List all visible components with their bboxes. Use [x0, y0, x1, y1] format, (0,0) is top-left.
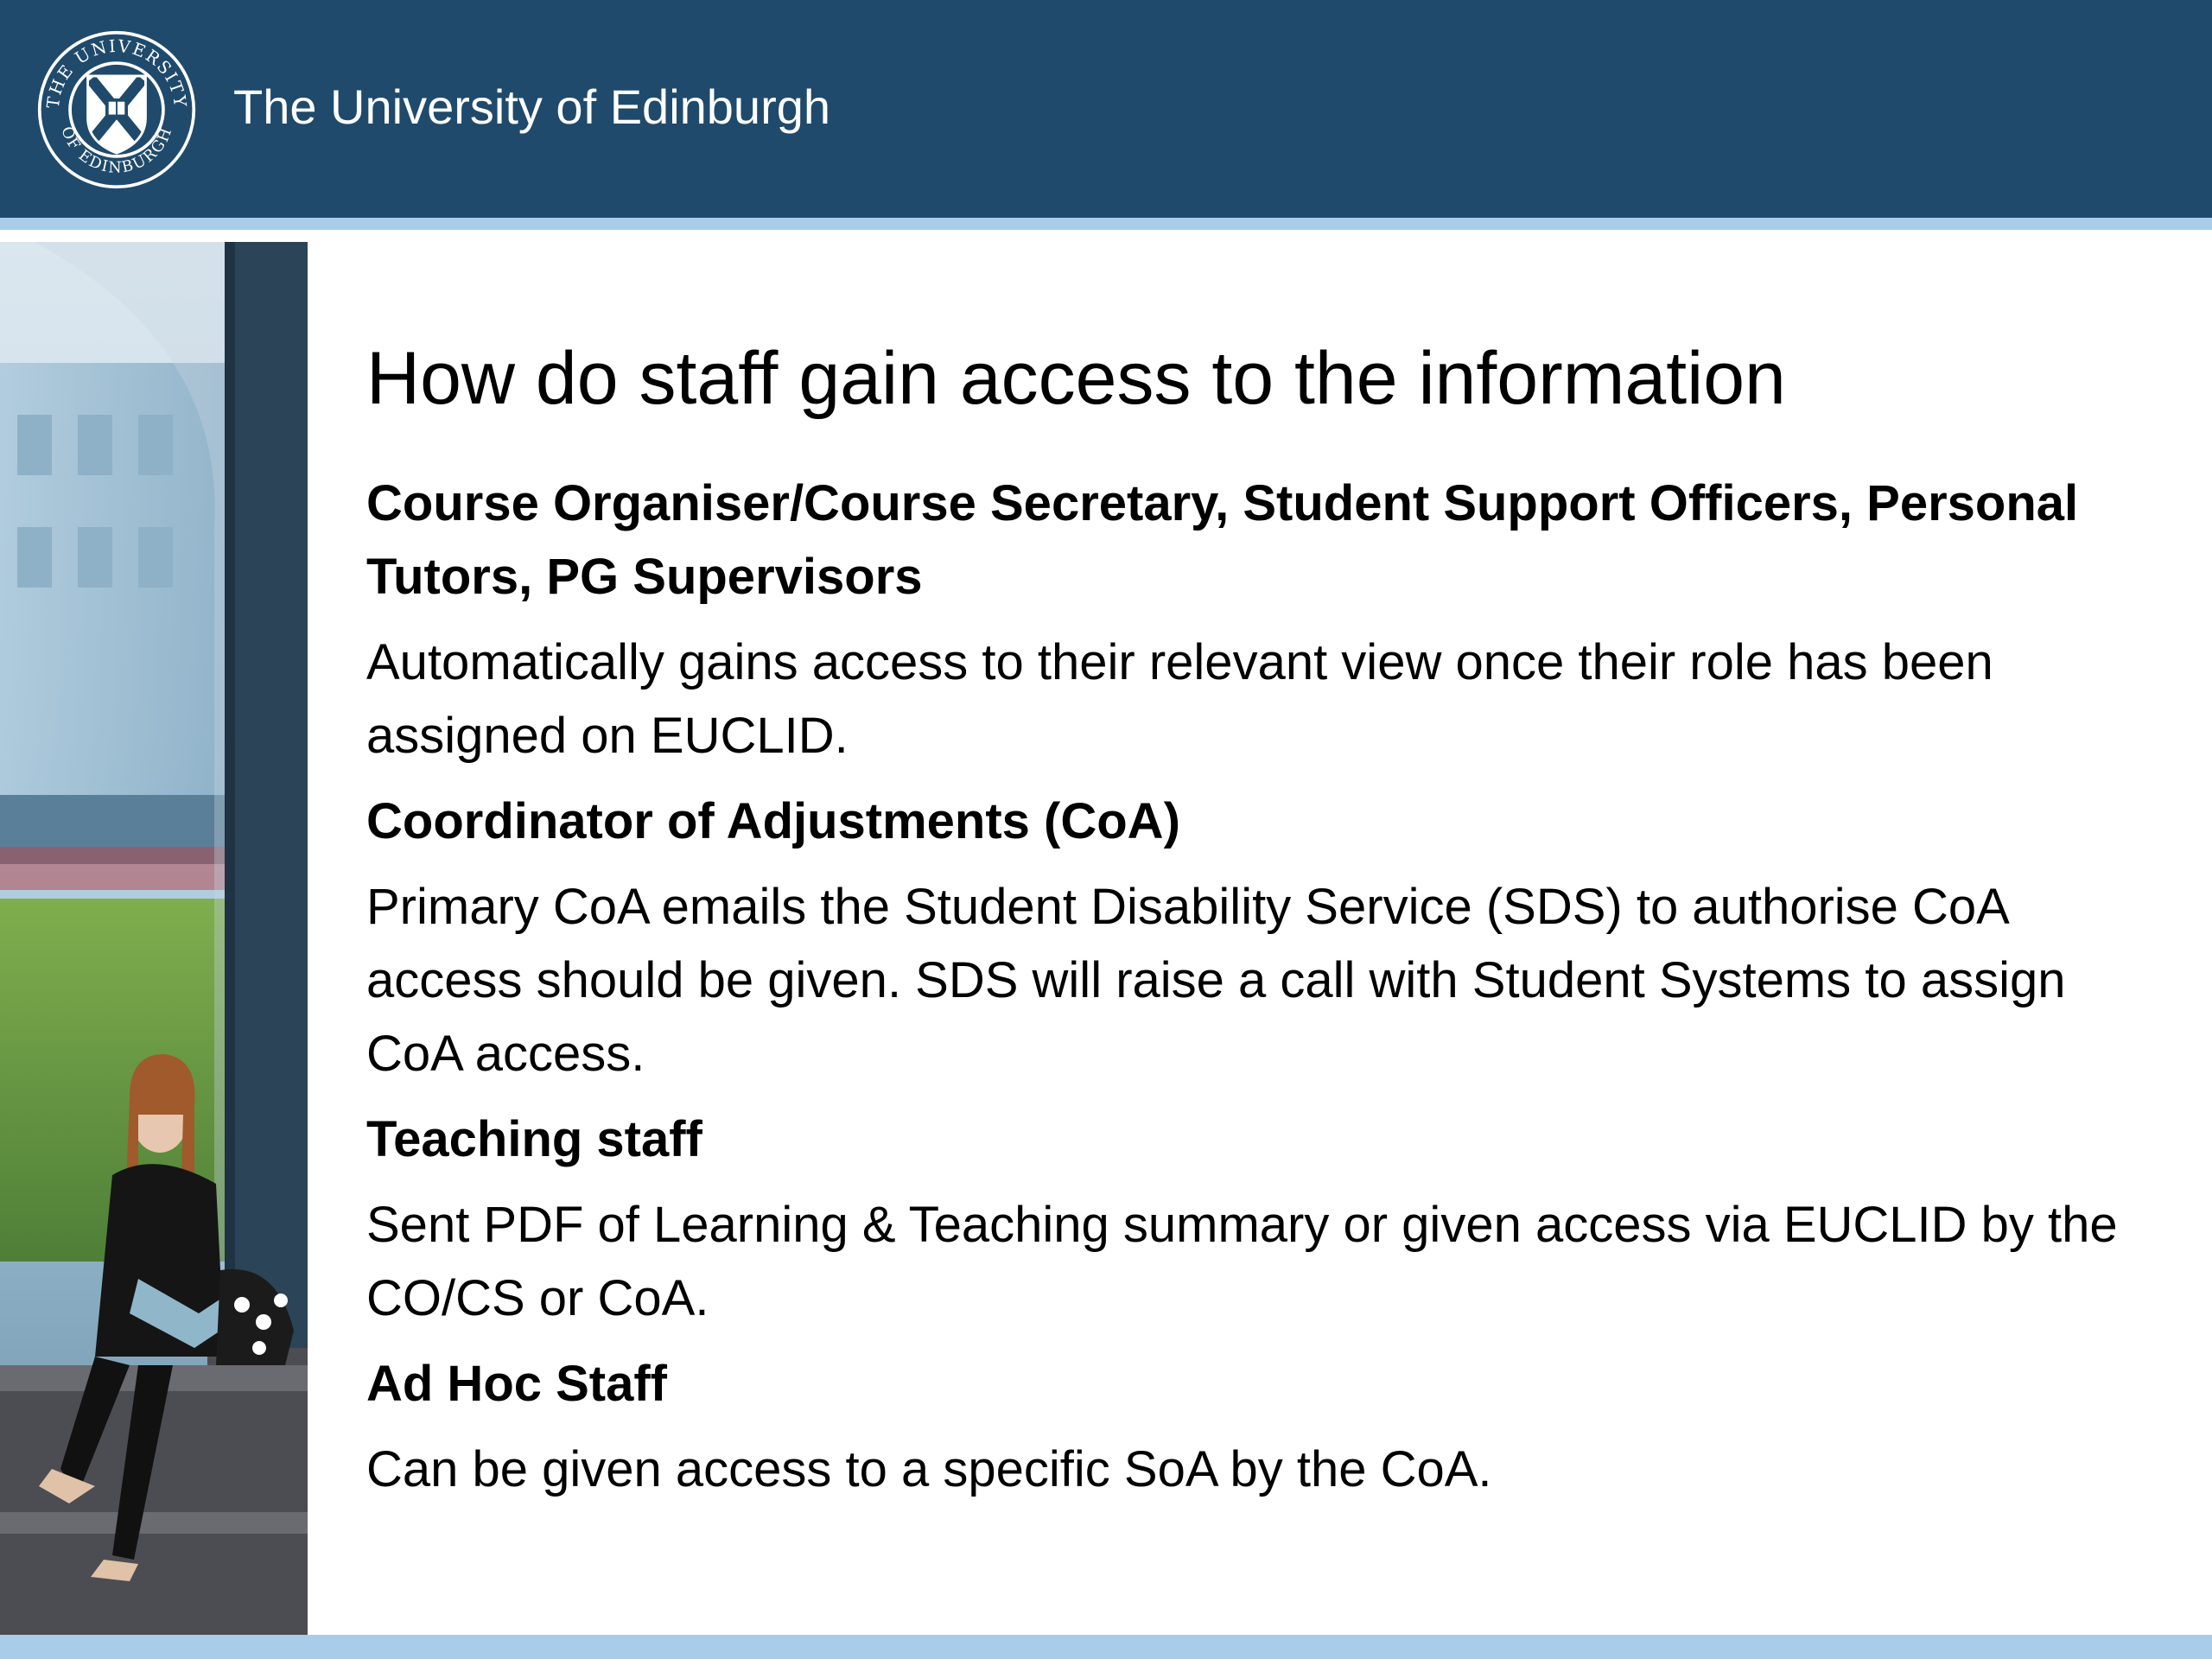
svg-text:THE UNIVERSITY: THE UNIVERSITY [42, 35, 191, 110]
section-body-teaching-staff: Sent PDF of Learning & Teaching summary or given access via EUCLID by the CO/CS or CoA. [366, 1197, 2118, 1326]
university-crest-icon [36, 29, 197, 190]
university-name: The University of Edinburgh [233, 79, 831, 134]
header-stripe [0, 218, 2212, 230]
campus-student-photo [0, 242, 308, 1635]
slide-title: How do staff gain access to the information [366, 337, 1786, 420]
section-heading-teaching-staff: Teaching staff [366, 1111, 702, 1167]
header-bar [0, 0, 2212, 218]
section-heading-course-organiser: Course Organiser/Course Secretary, Student Support Officers, Personal Tutors, PG Supervisors [366, 475, 2079, 605]
svg-text:OF EDINBURGH: OF EDINBURGH [57, 124, 176, 177]
section-body-ad-hoc-staff: Can be given access to a specific SoA by the CoA. [366, 1441, 1492, 1497]
section-heading-coordinator-of-adjustments: Coordinator of Adjustments (CoA) [366, 793, 1180, 849]
footer-stripe [0, 1635, 2212, 1659]
section-body-course-organiser: Automatically gains access to their relevant view once their role has been assigned on EUCLID. [366, 634, 1993, 764]
section-body-coordinator-of-adjustments: Primary CoA emails the Student Disability Service (SDS) to authorise CoA access should be given. SDS will raise a call with Student Systems to assign CoA access. [366, 879, 2066, 1082]
slide-content [366, 335, 2146, 1518]
section-heading-ad-hoc-staff: Ad Hoc Staff [366, 1356, 667, 1412]
